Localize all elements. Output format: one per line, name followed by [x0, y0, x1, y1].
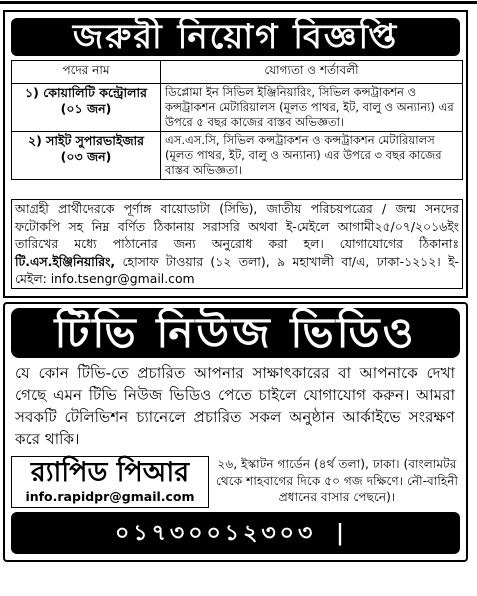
company-email[interactable]: info.rapidpr@gmail.com	[25, 489, 195, 504]
company-address: ২৬, ইস্কাটন গার্ডেন (৪র্থ তলা), ঢাকা। (বাংলামটর থেকে শাহবাগের দিকে ৫০ গজ দক্ষিণে। নৌ-বাহিনী প্রধানের বাসার পেছনে)।	[215, 457, 459, 504]
tv-news-ad	[3, 302, 468, 588]
position-cell	[12, 84, 161, 132]
tv-news-description: যে কোন টিভি-তে প্রচারিত আপনার সাক্ষাৎকারের বা আপনাকে দেখা গেছে এমন টিভি নিউজ ভিডিও পেতে চাইলে যোগাযোগ করুন। আমরা সবকটি টেলিভিশন চ্যানেলে প্রচারিত সকল অনুষ্ঠান আর্কাইভে সংরক্ষণ করে থাকি।	[15, 364, 455, 448]
header-position: পদের নাম	[12, 61, 161, 84]
job-ad-title: জরুরী নিয়োগ বিজ্ঞপ্তি	[11, 18, 460, 56]
position-name: ২) সাইট সুপারভাইজার	[27, 133, 145, 148]
requirement-cell: এস.এস.সি, সিভিল কন্সট্রাকশন ও কন্সট্রাকশন মেটারিয়ালস (মূলত পাথর, ইট, বালু ও অন্যান্য) এর উপরে ৩ বছর কাজের বাস্তব অভিজ্ঞতা।	[161, 132, 463, 180]
position-count: (০১ জন)	[60, 101, 112, 116]
table-row	[12, 84, 463, 132]
apply-text: আগ্রহী প্রার্থীদেরকে পূর্ণাঙ্গ বায়োডাটা (সিভি), জাতীয় পরিচয়পত্রের / জন্ম সনদের ফটোকপি সহ নিম্ন বর্ণিত ঠিকানায় সরাসরি অথবা ই-মেইলে আগামী২৫/০৭/২০১৬ইং তারিখের মধ্যে পাঠানোর জন্য অনুরোধ করা হল। যোগাযোগের ঠিকানাঃ	[15, 201, 459, 251]
position-name: ১) কোয়ালিটি কন্ট্রোলার	[25, 85, 147, 100]
phone-bar	[11, 512, 460, 588]
company-name: টি.এস.ইঞ্জিনিয়ারিং,	[15, 253, 116, 269]
company-address: হোসাফ টাওয়ার (১২ তলা), ৯ মহাখালী বা/এ, ঢাকা-১২১২। ই-মেইল: info.tsengr@gmail.com	[15, 253, 459, 286]
phone-number-1[interactable]: ০১৭৩০০১২৩০৩	[115, 520, 317, 546]
position-cell	[12, 132, 161, 180]
position-count: (০৩ জন)	[60, 149, 112, 164]
tv-news-title: টিভি নিউজ ভিডিও	[11, 308, 460, 358]
job-table	[11, 60, 463, 180]
phone-separator: |	[335, 520, 348, 546]
company-logo-text: র‍্যাপিড পিআর	[30, 457, 190, 488]
job-ad	[3, 10, 468, 298]
header-requirement: যোগ্যতা ও শর্তাবলী	[161, 61, 463, 84]
company-box	[11, 456, 209, 508]
application-instructions	[11, 199, 463, 289]
job-table-header	[12, 61, 463, 84]
top-divider	[0, 0, 477, 4]
table-row	[12, 132, 463, 180]
requirement-cell: ডিপ্লোমা ইন সিভিল ইঞ্জিনিয়ারিং, সিভিল কন্সট্রাকশন ও কন্সট্রাকশন মেটারিয়ালস (মূলত পাথর, ইট, বালু ও অন্যান্য) এর উপরে ৫ বছর কাজের বাস্তব অভিজ্ঞতা।	[161, 84, 463, 132]
phone-number-2[interactable]: ০১৭৩০০১২৩০৮	[134, 562, 337, 588]
